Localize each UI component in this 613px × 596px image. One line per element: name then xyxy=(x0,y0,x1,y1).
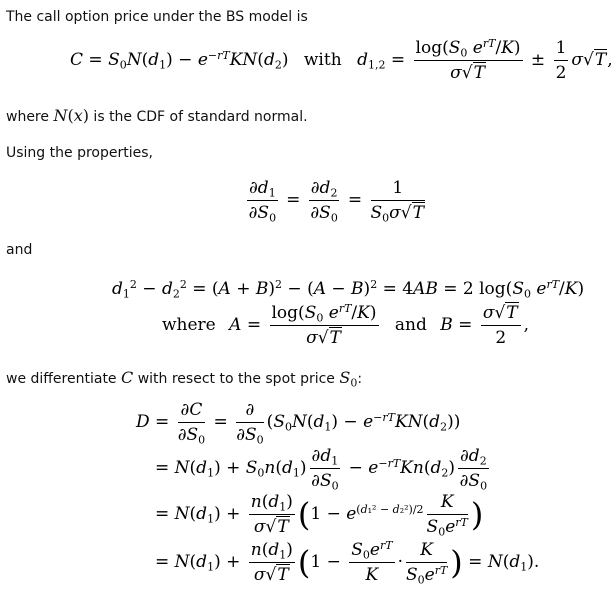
where-word: where xyxy=(162,315,216,335)
derivation-line-1: D = $\frac{\partial C}{\partial S_0}$ = $\frac{\partial}{\partial S_0}$ $(S_0N(d_1) - e^{-rT}KN(d_2))$ xyxy=(136,400,461,447)
differentiate-line: we differentiate C with resect to the spot price $S_0$: xyxy=(6,368,363,390)
call-price-equation: $C = S_0N(d_1) - e^{-rT}KN(d_2)$ with $d_{1,2}$ = $\frac{\log(S_0 e^{rT}/K)}{\sigma√T}$ ± $\frac{1}{2}$ σ√T, xyxy=(70,36,613,83)
intro-text: The call option price under the BS model is xyxy=(6,9,308,25)
and-word: and xyxy=(394,315,427,335)
diff-prefix: we differentiate xyxy=(6,371,121,387)
using-text: Using the properties, xyxy=(6,145,153,161)
with-word: with xyxy=(303,50,342,70)
where-suffix: is the CDF of standard normal. xyxy=(88,109,308,125)
a-b-definition-equation: where A = $\frac{\log(S_0 e^{rT}/K)}{\sigma√T}$ and B = $\frac{\sigma√T}{2}$ , xyxy=(162,301,530,348)
diff-mid: with resect to the spot price xyxy=(133,371,340,387)
derivation-line-3: = $N(d_1)$ + $\frac{n(d_1)}{\sigma√T}$ ($1 - e^{(d_1^2 - d_2^2)/2}$ $\frac{K}{S_0e^{rT}}$ ) xyxy=(155,492,484,539)
derivation-line-2: = $N(d_1) + S_0n(d_1)$ $\frac{\partial d_1}{\partial S_0}$ − $e^{-rT}Kn(d_2)$ $\frac{\partial d_2}{\partial S_0}$ xyxy=(155,446,488,493)
where-prefix: where xyxy=(6,109,54,125)
derivative-properties-equation: $\frac{\partial d_1}{\partial S_0}$ = $\frac{\partial d_2}{\partial S_0}$ = $\frac{1}{S_0\sigma√T}$ xyxy=(248,178,424,225)
and-text: and xyxy=(6,242,33,258)
derivation-line-4: = $N(d_1)$ + $\frac{n(d_1)}{\sigma√T}$ (1 − $\frac{S_0e^{rT}}{K}$ · $\frac{K}{S_0e^{rT}}$ ) = $N(d_1)$. xyxy=(155,538,540,587)
difference-of-squares-equation: $d_1^2 - d_2^2 = (A + B)^2 - (A - B)^2 = 4AB = 2$ $\log(S_0$ $e^{rT}/K$) xyxy=(112,277,585,301)
where-line: where N(x) is the CDF of standard normal. xyxy=(6,106,308,125)
